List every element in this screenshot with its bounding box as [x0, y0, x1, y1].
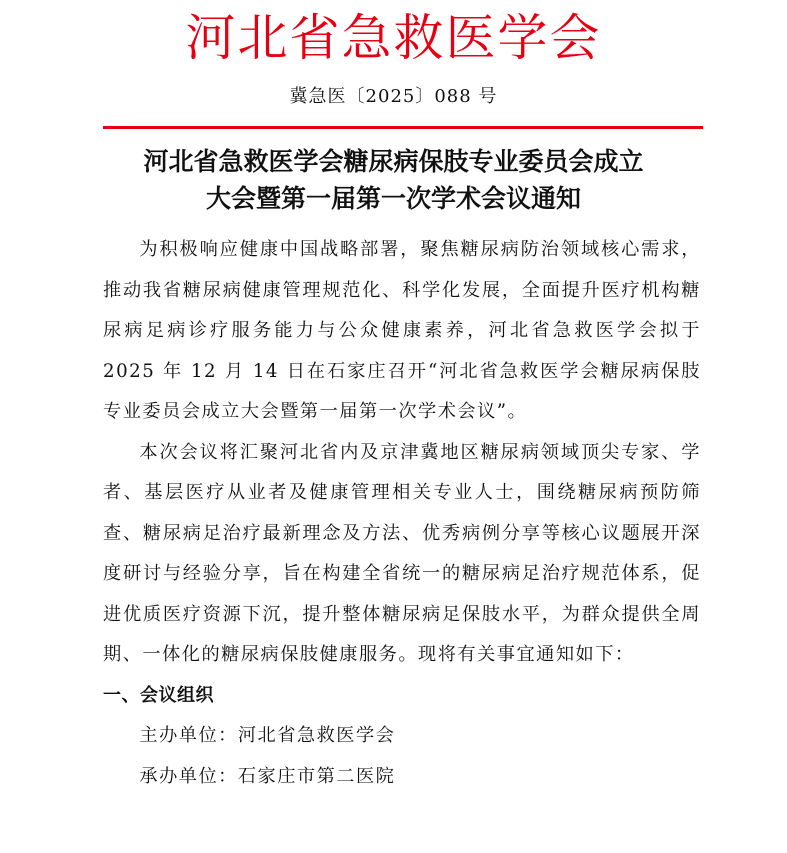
document-number: 冀急医〔2025〕088 号 [289, 86, 498, 107]
notice-body [103, 230, 701, 797]
notice-title-line-2: 大会暨第一届第一次学术会议通知 [205, 184, 581, 213]
section-heading-organization: 一、会议组织 [103, 684, 214, 706]
notice-title-line-1: 河北省急救医学会糖尿病保肢专业委员会成立 [143, 147, 644, 176]
organizer-unit-line: 承办单位：石家庄市第二医院 [139, 765, 396, 787]
red-separator-line [103, 126, 703, 129]
host-unit-line: 主办单位：河北省急救医学会 [139, 725, 396, 746]
notice-title [0, 143, 787, 217]
paragraph-purpose: 为积极响应健康中国战略部署，聚焦糖尿病防治领域核心需求，推动我省糖尿病健康管理规范化、科学化发展，全面提升医疗机构糖尿病足病诊疗服务能力与公众健康素养，河北省急救医学会拟于 2025 年 12 月 14 日在石家庄召开“河北省急救医学会糖尿病保肢专业委员会成立大会暨第一届第一次学术会议”。 [103, 239, 701, 422]
organization-masthead: 河北省急救医学会 [185, 9, 602, 67]
paragraph-meeting-content: 本次会议将汇聚河北省内及京津冀地区糖尿病领域顶尖专家、学者、基层医疗从业者及健康管理相关专业人士，围绕糖尿病预防筛查、糖尿病足治疗最新理念及方法、优秀病例分享等核心议题展开深度研讨与经验分享，旨在构建全省统一的糖尿病足治疗规范体系，促进优质医疗资源下沉，提升整体糖尿病足保肢水平，为群众提供全周期、一体化的糖尿病保肢健康服务。现将有关事宜通知如下： [103, 441, 701, 665]
